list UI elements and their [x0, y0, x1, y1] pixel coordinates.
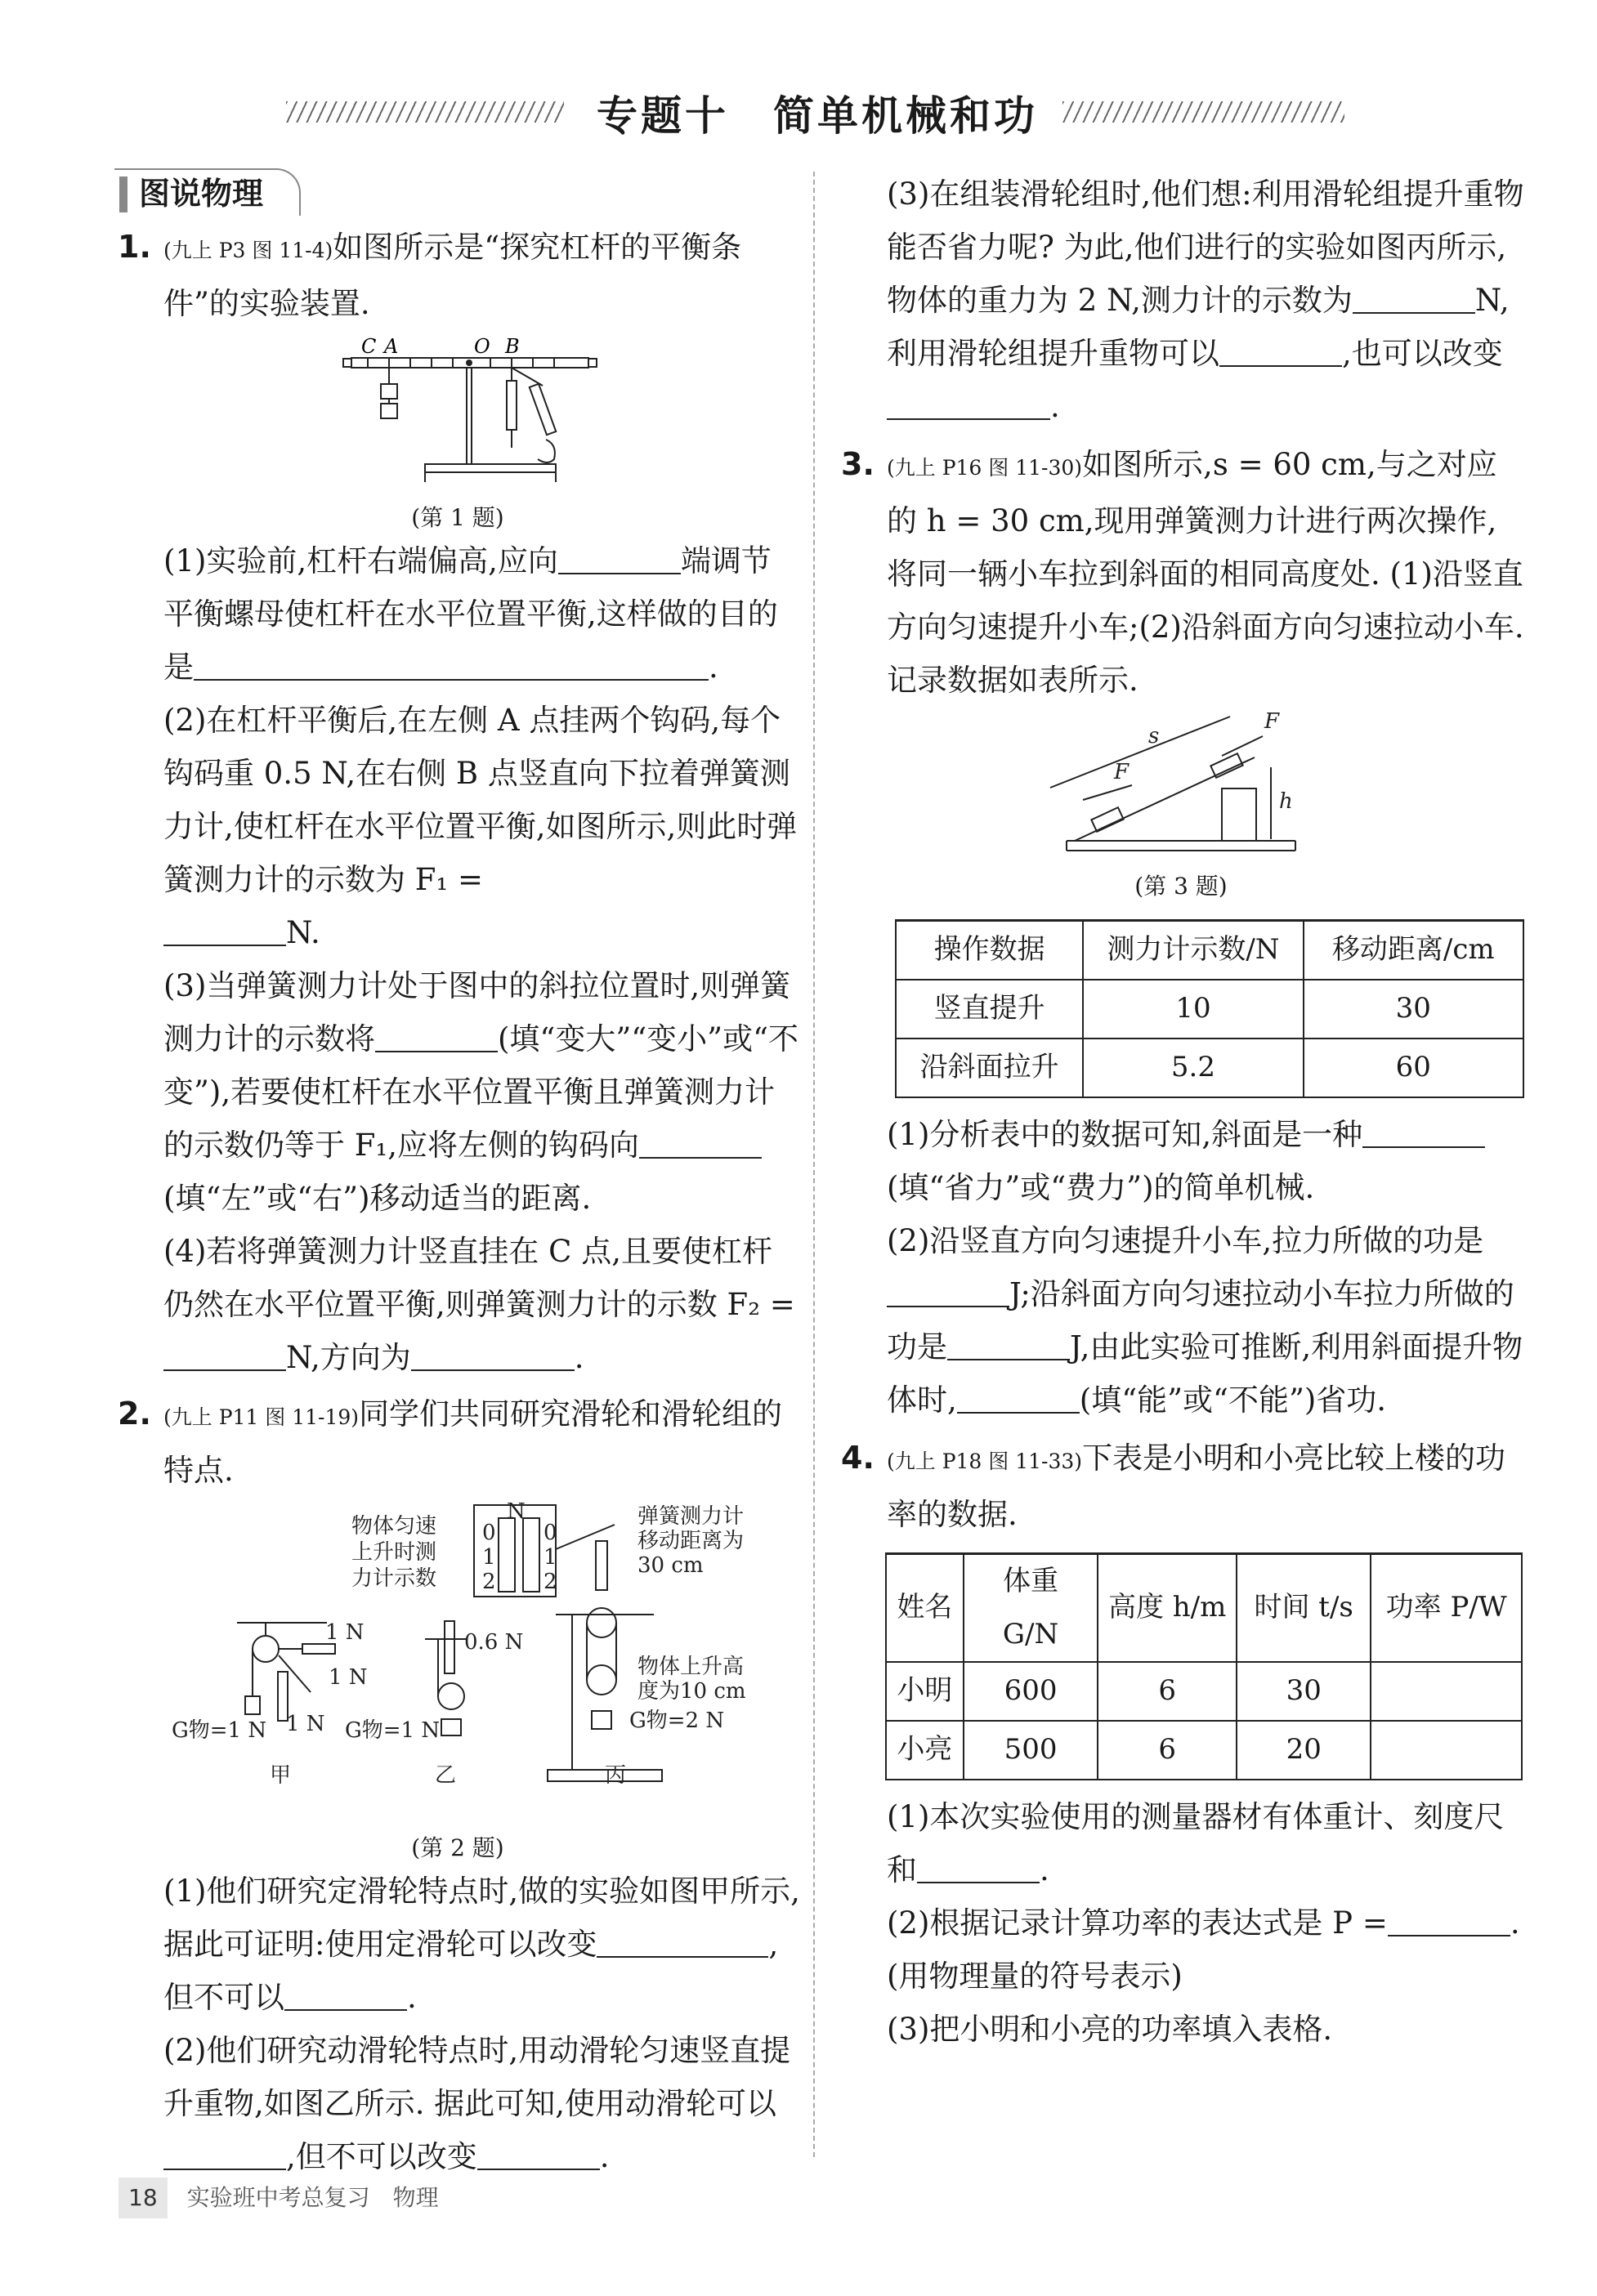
table-cell: 沿斜面拉升	[896, 1039, 1083, 1097]
table-header-cell: 高度 h/m	[1098, 1553, 1237, 1662]
answer-blank[interactable]	[887, 387, 1050, 420]
force-label: 1 N	[325, 1620, 365, 1645]
q3-part-2	[838, 1214, 1524, 1427]
table-cell: 30	[1237, 1662, 1371, 1721]
answer-blank[interactable]	[163, 2137, 286, 2170]
q3-p2-text-d: (填“能”或“不能”)省功.	[1079, 1382, 1387, 1418]
q2-p2-text-c: .	[599, 2139, 610, 2174]
pulley-diagram	[114, 1500, 801, 1827]
figure-caption: (第 1 题)	[411, 504, 504, 531]
power-input-cell[interactable]	[1371, 1662, 1522, 1721]
section-tag: 图说物理	[114, 168, 301, 216]
answer-blank[interactable]	[375, 1020, 498, 1052]
question-stem: 同学们共同研究滑轮和滑轮组的特点.	[163, 1396, 783, 1488]
figure-lever	[114, 333, 801, 497]
q1-p1-text-b: 端调节平衡螺母使杠杆在水平位置平衡,这样做的目的是	[163, 543, 778, 685]
label-o: O	[474, 335, 490, 358]
table-cell: 竖直提升	[896, 980, 1083, 1039]
scale-tick: 2	[544, 1570, 557, 1594]
question-1	[114, 221, 801, 330]
q3-part-1	[838, 1108, 1524, 1214]
lever-diagram	[114, 333, 801, 497]
q3-p1-text-b: (填“省力”或“费力”)的简单机械.	[887, 1169, 1315, 1205]
question-source: (九上 P3 图 11-4)	[163, 239, 333, 262]
q2-p2-text-a: (2)他们研究动滑轮特点时,用动滑轮匀速竖直提升重物,如图乙所示. 据此可知,使用动滑轮可以	[163, 2033, 791, 2121]
figure-incline	[838, 710, 1524, 865]
table-cell: 6	[1098, 1662, 1237, 1721]
table-cell: 10	[1083, 980, 1303, 1039]
page-footer	[119, 2178, 439, 2218]
header-hatch-right	[1062, 101, 1344, 123]
table-cell: 小亮	[886, 1721, 964, 1780]
q4-part-3: (3)把小明和小亮的功率填入表格.	[887, 2011, 1333, 2047]
q1-p4-text-c: .	[574, 1340, 584, 1375]
label-c: C	[361, 335, 377, 358]
note-left: 物体匀速上升时测力计示数	[351, 1514, 437, 1591]
q3-p2-text-c: J,由此实验可推断,利用斜面提升物体时,	[887, 1329, 1523, 1418]
question-number: 1.	[118, 229, 151, 265]
table-header-cell: 姓名	[886, 1553, 964, 1662]
label-h: h	[1279, 789, 1293, 814]
table-cell: 500	[964, 1721, 1098, 1780]
answer-blank[interactable]	[1362, 1115, 1485, 1148]
q2-p3-text-a: (3)在组装滑轮组时,他们想:利用滑轮组提升重物能否省力呢? 为此,他们进行的实验如图丙所示,物体的重力为 2 N,测力计的示数为	[887, 176, 1524, 318]
answer-blank[interactable]	[284, 1978, 407, 2011]
question-4	[838, 1432, 1524, 1541]
power-input-cell[interactable]	[1371, 1721, 1522, 1780]
scale-tick: 1	[482, 1545, 496, 1570]
question-number: 3.	[841, 446, 875, 482]
q2-p3-text-c: ,也可以改变	[1342, 336, 1503, 371]
q2-p3-text-b: N,利用滑轮组提升重物可以	[887, 283, 1510, 371]
table-header-row	[886, 1553, 1522, 1662]
answer-blank[interactable]	[477, 2137, 600, 2170]
answer-blank[interactable]	[887, 1275, 1009, 1307]
question-source: (九上 P11 图 11-19)	[163, 1405, 360, 1429]
question-stem: 如图所示是“探究杠杆的平衡条件”的实验装置.	[163, 230, 742, 321]
table-header-cell: 时间 t/s	[1237, 1553, 1371, 1662]
q1-part-1	[114, 534, 801, 694]
label-f: F	[1264, 710, 1280, 734]
answer-blank[interactable]	[163, 913, 286, 946]
table-cell: 30	[1304, 980, 1523, 1039]
table-header-row	[896, 921, 1523, 980]
weight-label: G物=1 N	[345, 1718, 441, 1743]
figure-pulleys	[114, 1500, 801, 1827]
question-source: (九上 P18 图 11-33)	[887, 1449, 1083, 1473]
q1-p2-text-a: (2)在杠杆平衡后,在左侧 A 点挂两个钩码,每个钩码重 0.5 N,在右侧 B 点竖直向下拉着弹簧测力计,使杠杆在水平位置平衡,如图所示,则此时弹簧测力计的示数为 F₁ =	[163, 703, 798, 897]
answer-blank[interactable]	[947, 1328, 1070, 1360]
label-f: F	[1114, 760, 1130, 784]
page-header	[0, 83, 1597, 149]
scale-tick: 0	[544, 1521, 557, 1545]
q2-p3-text-d: .	[1050, 389, 1060, 424]
scale-unit: N	[507, 1500, 526, 1524]
q1-p1-text-a: (1)实验前,杠杆右端偏高,应向	[163, 543, 558, 578]
note-right: 弹簧测力计移动距离为 30 cm	[637, 1504, 745, 1578]
sub-figure-label: 丙	[605, 1763, 627, 1788]
question-3	[838, 438, 1524, 707]
answer-blank[interactable]	[194, 648, 709, 681]
q2-p1-text-c: .	[407, 1980, 417, 2015]
q1-p3-text-a: (3)当弹簧测力计处于图中的斜拉位置时,则弹簧测力计的示数将	[163, 968, 791, 1056]
question-stem: 下表是小明和小亮比较上楼的功率的数据.	[887, 1440, 1506, 1532]
label-a: A	[384, 335, 399, 358]
q1-p3-text-b: (填“变大”“变小”或“不变”),若要使杠杆在水平位置平衡且弹簧测力计的示数仍等于 F₁,应将左侧的钩码向	[163, 1021, 799, 1163]
table-header-cell: 操作数据	[896, 921, 1083, 980]
sub-figure-label: 甲	[270, 1763, 292, 1788]
answer-blank[interactable]	[957, 1381, 1080, 1414]
q4-p1-text-b: .	[1040, 1852, 1049, 1887]
answer-blank[interactable]	[597, 1925, 768, 1958]
question-number: 2.	[118, 1396, 151, 1432]
page-number: 18	[119, 2178, 168, 2218]
table-cell: 600	[964, 1662, 1098, 1721]
answer-blank[interactable]	[1353, 281, 1475, 314]
answer-blank[interactable]	[411, 1338, 575, 1371]
table-cell: 5.2	[1083, 1039, 1303, 1097]
force-label: 1 N	[286, 1712, 325, 1736]
q4-p1-text-a: (1)本次实验使用的测量器材有体重计、刻度尺和	[887, 1798, 1505, 1887]
weight-label: G物=1 N	[172, 1718, 267, 1743]
q2-part-3	[838, 168, 1524, 433]
answer-blank[interactable]	[1219, 334, 1342, 367]
table-cell: 小明	[886, 1662, 964, 1721]
q4-data-table	[885, 1552, 1523, 1780]
table-row	[896, 980, 1523, 1039]
answer-blank[interactable]	[917, 1851, 1040, 1883]
q1-p1-text-c: .	[709, 650, 718, 685]
answer-blank[interactable]	[1388, 1904, 1510, 1936]
label-s: s	[1148, 724, 1160, 748]
q2-p1-text-a: (1)他们研究定滑轮特点时,做的实验如图甲所示,据此可证明:使用定滑轮可以改变	[163, 1874, 800, 1962]
table-header-cell: 体重 G/N	[964, 1553, 1098, 1662]
question-source: (九上 P16 图 11-30)	[887, 456, 1083, 480]
q1-p2-text-b: N.	[286, 915, 320, 950]
q2-p1-text-b: ,但不可以	[163, 1927, 779, 2015]
q1-part-2	[114, 694, 801, 959]
q2-p2-text-b: ,但不可以改变	[286, 2139, 477, 2174]
column-divider	[813, 172, 815, 2157]
q3-p2-text-a: (2)沿竖直方向匀速提升小车,拉力所做的功是	[887, 1222, 1484, 1258]
q3-data-table	[895, 919, 1524, 1098]
figure-caption: (第 3 题)	[1134, 873, 1228, 900]
q4-p2-text-a: (2)根据记录计算功率的表达式是 P =	[887, 1905, 1388, 1941]
book-title: 实验班中考总复习 物理	[186, 2184, 439, 2211]
question-2	[114, 1387, 801, 1497]
q1-p3-text-c: (填“左”或“右”)移动适当的距离.	[163, 1181, 592, 1216]
q4-p2-text-b: . (用物理量的符号表示)	[887, 1905, 1520, 1994]
table-row	[886, 1721, 1522, 1780]
right-column	[838, 168, 1524, 2056]
answer-blank[interactable]	[558, 542, 681, 574]
question-stem: 如图所示,s = 60 cm,与之对应的 h = 30 cm,现用弹簧测力计进行两次操作,将同一辆小车拉到斜面的相同高度处. (1)沿竖直方向匀速提升小车;(2)沿斜面方向匀速拉动小车. 记录数据如表所示.	[887, 447, 1524, 698]
table-row	[896, 1039, 1523, 1097]
figure-caption: (第 2 题)	[411, 1834, 504, 1861]
q1-part-4	[114, 1225, 801, 1384]
note-rise: 物体上升高度为10 cm	[637, 1655, 746, 1704]
q2-part-2	[114, 2024, 801, 2183]
table-cell: 6	[1098, 1721, 1237, 1780]
force-label: 1 N	[329, 1665, 368, 1690]
q3-p1-text-a: (1)分析表中的数据可知,斜面是一种	[887, 1116, 1363, 1152]
q4-part-2	[838, 1896, 1524, 2003]
q1-p4-text-b: N,方向为	[286, 1340, 411, 1375]
incline-diagram	[838, 710, 1524, 865]
q1-part-3	[114, 959, 801, 1225]
answer-blank[interactable]	[639, 1126, 762, 1159]
weight-label: G物=2 N	[629, 1709, 725, 1733]
table-header-cell: 移动距离/cm	[1304, 921, 1523, 980]
table-header-cell: 测力计示数/N	[1083, 921, 1303, 980]
page-title: 专题十 简单机械和功	[597, 92, 1038, 140]
question-number: 4.	[841, 1439, 875, 1476]
answer-blank[interactable]	[163, 1338, 286, 1371]
q2-part-1	[114, 1865, 801, 2024]
scale-tick: 0	[482, 1521, 496, 1545]
table-cell: 60	[1304, 1039, 1523, 1097]
header-hatch-left	[286, 101, 564, 123]
label-b: B	[505, 335, 520, 358]
table-row	[886, 1662, 1522, 1721]
scale-tick: 2	[482, 1570, 496, 1594]
q1-p4-text-a: (4)若将弹簧测力计竖直挂在 C 点,且要使杠杆仍然在水平位置平衡,则弹簧测力计的示数 F₂ =	[163, 1234, 795, 1322]
table-cell: 20	[1237, 1721, 1371, 1780]
force-label: 0.6 N	[464, 1630, 524, 1655]
q4-part-1	[838, 1790, 1524, 1896]
q3-p2-text-b: J;沿斜面方向匀速拉动小车拉力所做的功是	[887, 1275, 1514, 1365]
left-column	[114, 168, 801, 2183]
sub-figure-label: 乙	[435, 1763, 457, 1788]
table-header-cell: 功率 P/W	[1371, 1553, 1522, 1662]
scale-tick: 1	[544, 1545, 557, 1570]
